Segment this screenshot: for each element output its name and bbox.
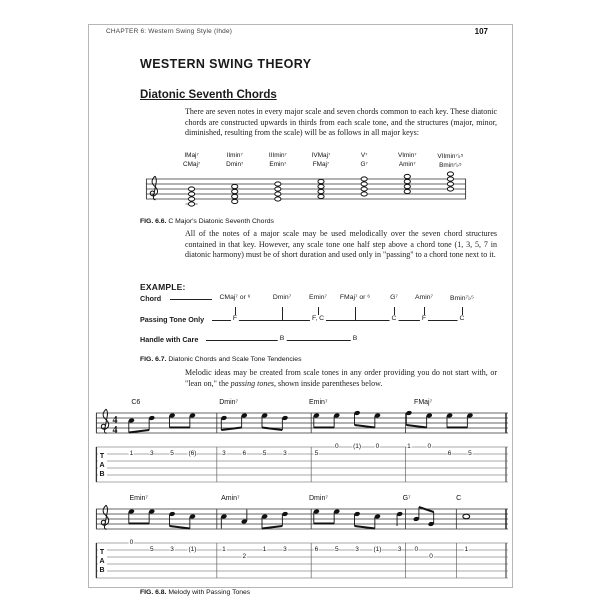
- whole-note: [318, 194, 324, 198]
- fig67-row-label: Chord: [140, 294, 162, 303]
- whole-note: [404, 184, 410, 188]
- tab-fret-number: 1: [222, 546, 226, 554]
- time-signature: 4: [112, 425, 118, 436]
- whole-note: [361, 182, 367, 186]
- fig67-cell: Dmin⁷: [272, 294, 292, 301]
- whole-note: [404, 174, 410, 178]
- tab-fret-number: 5: [170, 450, 174, 458]
- whole-note: [275, 192, 281, 196]
- fig-6-6-caption-label: FIG. 6.6.: [140, 218, 167, 225]
- tab-staff-label: B: [99, 567, 105, 574]
- roman-numeral-label: IImin⁷: [226, 152, 243, 159]
- fig67-cell: F: [232, 315, 238, 322]
- fig-6-8-caption-label: FIG. 6.8.: [140, 589, 167, 596]
- whole-note: [318, 184, 324, 188]
- fig-6-7-caption-text: Diatonic Chords and Scale Tone Tendencies: [168, 356, 302, 363]
- tab-fret-number: 5: [468, 450, 472, 458]
- whole-note: [404, 179, 410, 183]
- tab-fret-number: 1: [464, 546, 469, 554]
- chord-name-label: CMaj⁷: [182, 161, 201, 168]
- treble-clef-icon: [150, 176, 157, 200]
- whole-note: [318, 189, 324, 193]
- tab-fret-number: 3: [283, 546, 287, 554]
- paragraph-3-post: shown inside parentheses below.: [275, 378, 383, 388]
- figure-6-6: [140, 152, 472, 211]
- tab-fret-number: 3: [355, 546, 359, 554]
- whole-note: [232, 189, 238, 193]
- music-system-1: [94, 399, 510, 487]
- whole-note: [361, 192, 367, 196]
- fig-6-6-caption-text: C Major's Diatonic Seventh Chords: [168, 218, 274, 225]
- tab-fret-number: 1: [262, 546, 267, 554]
- tab-fret-number: 3: [397, 546, 402, 554]
- tab-fret-number: (1): [188, 546, 197, 554]
- chord-symbol: Amin⁷: [221, 495, 240, 502]
- page-number: 107: [474, 27, 488, 36]
- whole-note: [447, 172, 453, 176]
- chord-name-label: Dmin⁷: [226, 161, 244, 168]
- chord-name-row: [140, 161, 472, 169]
- fig67-cell: F, C: [311, 315, 325, 322]
- tab-fret-number: (6): [188, 450, 197, 458]
- connector-tick: [282, 307, 283, 320]
- tab-fret-number: 5: [334, 546, 339, 554]
- tab-fret-number: 1: [129, 450, 134, 458]
- tab-fret-number: 6: [242, 450, 247, 458]
- whole-note: [447, 182, 453, 186]
- tab-fret-number: (1): [373, 546, 382, 554]
- fig-6-8-caption: [140, 589, 250, 596]
- fig67-row-label: Handle with Care: [140, 335, 199, 344]
- fig67-cell: G⁷: [390, 294, 398, 301]
- chord-name-label: G⁷: [360, 161, 368, 168]
- example-label: EXAMPLE:: [140, 282, 186, 292]
- fig67-cell: CMaj⁷ or ⁶: [219, 294, 251, 301]
- tab-staff-label: B: [99, 471, 105, 478]
- chord-symbol: C: [456, 495, 462, 502]
- roman-numeral-label: IIImin⁷: [268, 152, 287, 159]
- tab-fret-number: 3: [222, 450, 226, 458]
- chord-symbol: Dmin⁷: [219, 399, 239, 406]
- tab-fret-number: 3: [283, 450, 287, 458]
- page-title: WESTERN SWING THEORY: [140, 57, 312, 71]
- notation-and-tab-staff: [94, 399, 510, 487]
- fig67-row-label: Passing Tone Only: [140, 315, 205, 324]
- section-heading: Diatonic Seventh Chords: [140, 89, 277, 101]
- whole-note: [275, 187, 281, 191]
- whole-note: [361, 187, 367, 191]
- tab-fret-number: 1: [407, 443, 411, 451]
- tab-fret-number: (1): [353, 443, 362, 451]
- chord-symbol: C6: [131, 399, 141, 406]
- tab-staff-label: A: [99, 462, 105, 469]
- fig67-cell: Amin⁷: [415, 294, 433, 301]
- fig67-row: [140, 315, 480, 327]
- roman-numeral-label: VImin⁷: [397, 152, 417, 159]
- whole-note: [275, 197, 281, 201]
- tab-fret-number: 0: [427, 443, 432, 451]
- roman-numeral-label: V⁷: [360, 152, 368, 159]
- tab-fret-number: 3: [149, 450, 154, 458]
- whole-note: [361, 177, 367, 181]
- fig-6-8-caption-text: Melody with Passing Tones: [168, 589, 251, 596]
- paragraph-2: All of the notes of a major scale may be used melodically over the seven chord structures contained in that key. However, any scale tone one half step above a chord tone (1, 3, 5, 7 in diatonic harmony) must be of short duration and used only in "passing" to a chord tone next to it.: [185, 229, 497, 260]
- paragraph-3: [185, 368, 497, 389]
- roman-numeral-label: IVMaj⁷: [311, 152, 331, 159]
- fig-6-7-caption: [140, 356, 301, 363]
- whole-note: [188, 187, 194, 191]
- tab-fret-number: 0: [429, 553, 433, 561]
- fig67-cell: Emin⁷: [309, 294, 327, 301]
- fig67-row: [140, 335, 480, 347]
- time-signature: 4: [112, 415, 118, 426]
- chord-name-label: Amin⁷: [398, 161, 416, 168]
- tab-fret-number: 5: [149, 546, 154, 554]
- roman-numeral-label: VIImin⁷♭⁵: [437, 153, 464, 160]
- whole-note: [318, 179, 324, 183]
- whole-note: [404, 189, 410, 193]
- notation-and-tab-staff: [94, 495, 510, 583]
- tab-staff-label: T: [99, 453, 105, 460]
- whole-note: [232, 194, 238, 198]
- tab-fret-number: 2: [242, 553, 247, 561]
- fig67-row: [140, 294, 480, 306]
- chord-symbol: Emin⁷: [129, 495, 148, 502]
- fig67-cell: Bmin⁷♭⁵: [450, 295, 474, 302]
- tab-fret-number: 6: [314, 546, 319, 554]
- whole-note: [463, 514, 470, 519]
- paragraph-1: There are seven notes in every major scale and seven chords common to each key. These diatonic chords are constructed upwards in thirds from each scale tone, and the structures (major, minor, diminished, resulting from the scale) will be as follows in all major keys:: [185, 107, 497, 138]
- figure-6-7: [140, 294, 480, 352]
- fig67-cell: B: [279, 335, 285, 342]
- roman-numeral-row: [140, 152, 472, 160]
- fig67-cell: B: [352, 335, 358, 342]
- whole-note: [188, 192, 194, 196]
- chord-name-label: FMaj⁷: [312, 161, 330, 168]
- whole-note: [232, 184, 238, 188]
- tab-staff-label: A: [99, 558, 105, 565]
- paragraph-3-pre: Melodic ideas may be created from scale tones in any order providing you do not start with, or "lean on," the: [185, 368, 497, 388]
- connector-tick: [355, 307, 356, 320]
- whole-note: [188, 202, 194, 206]
- fig67-cell: C: [459, 315, 465, 322]
- paragraph-3-italic: passing tones,: [230, 378, 276, 388]
- fig-6-7-caption-label: FIG. 6.7.: [140, 356, 167, 363]
- fig67-cell: C: [391, 315, 397, 322]
- tab-fret-number: 0: [334, 443, 339, 451]
- tab-fret-number: 6: [447, 450, 452, 458]
- fig67-cell: FMaj⁷ or ⁶: [339, 294, 371, 301]
- chord-name-label: Bmin⁷♭⁵: [439, 162, 462, 169]
- music-system-2: [94, 495, 510, 583]
- chord-symbol: G⁷: [402, 495, 411, 502]
- tab-fret-number: 5: [262, 450, 267, 458]
- roman-numeral-label: IMaj⁷: [184, 152, 199, 159]
- fig-6-6-caption: [140, 218, 274, 225]
- diatonic-chords-staff: [140, 171, 472, 211]
- chord-symbol: FMaj⁷: [414, 399, 433, 406]
- chord-name-label: Emin⁷: [269, 161, 287, 168]
- chord-symbol: Dmin⁷: [309, 495, 328, 502]
- whole-note: [275, 182, 281, 186]
- tab-fret-number: 0: [129, 539, 134, 547]
- leader-line: [170, 299, 212, 300]
- whole-note: [447, 187, 453, 191]
- tab-fret-number: 5: [314, 450, 319, 458]
- tab-staff-label: T: [99, 549, 105, 556]
- whole-note: [447, 177, 453, 181]
- fig67-cell: F: [421, 315, 427, 322]
- whole-note: [232, 199, 238, 203]
- tab-fret-number: 0: [375, 443, 380, 451]
- chord-symbol: Emin⁷: [309, 399, 328, 406]
- running-header: CHAPTER 6: Western Swing Style (Ihde): [106, 28, 233, 35]
- tab-fret-number: 0: [414, 546, 419, 554]
- whole-note: [188, 197, 194, 201]
- tab-fret-number: 3: [170, 546, 174, 554]
